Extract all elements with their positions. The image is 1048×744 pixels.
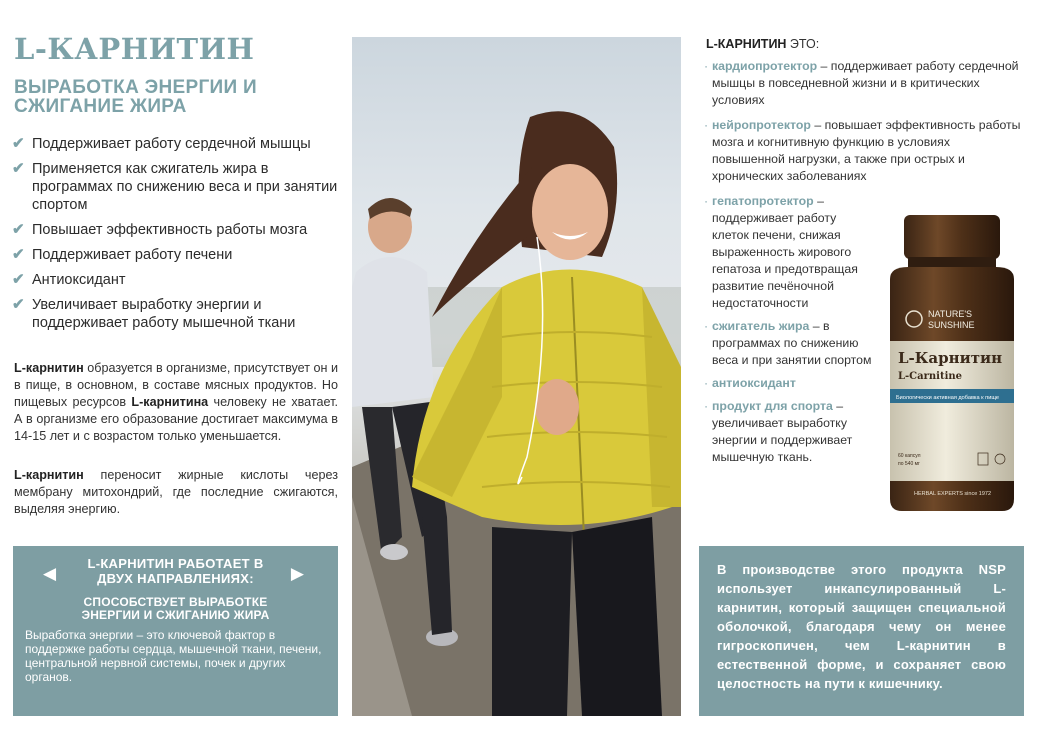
capsules-dose: по 540 мг: [898, 461, 920, 467]
arrow-left-icon: ◀: [43, 564, 57, 584]
brand-name-1: NATURE'S: [928, 309, 973, 319]
paragraph-function: L-карнитин переносит жирные кислоты через мембрану митохондрий, где последние сжигаются, выделяя энергию.: [14, 468, 338, 516]
bullet-icon: ·: [704, 376, 709, 390]
benefit-item: ✔ Применяется как сжигатель жира в программах по снижению веса и при занятии спортом: [12, 160, 338, 213]
bottle-cap: [904, 215, 1000, 259]
check-icon: ✔: [12, 271, 25, 288]
runners-photo: [352, 37, 681, 716]
directions-heading: L-КАРНИТИН РАБОТАЕТ В ДВУХ НАПРАВЛЕНИЯХ:: [87, 556, 264, 586]
property-item: · антиоксидант: [704, 376, 796, 390]
property-item: · гепатопротектор – поддерживает работу клеток печени, снижая выраженность жирового гепатоза и предотвращая развитие печёночной недостаточности: [704, 194, 858, 310]
encapsulation-box: В производстве этого продукта NSP использует инкапсулированный L-карнитин, который защищен специальной оболочкой, благодаря чему он менее гигроскопичен, чем L-карнитин в естественной форме, и сохраняет свою целостность на пути к кишечнику.: [699, 546, 1024, 716]
brand-name-2: SUNSHINE: [928, 320, 975, 330]
property-item: · нейропротектор – повышает эффективность работы мозга и когнитивную функцию в условиях повышенной нагрузки, а также при острых и хронических заболеваниях: [704, 118, 1021, 183]
directions-box: [13, 546, 338, 716]
check-icon: ✔: [12, 246, 25, 263]
page-subtitle: ВЫРАБОТКА ЭНЕРГИИ И СЖИГАНИЕ ЖИРА: [14, 77, 257, 117]
check-icon: ✔: [12, 135, 25, 152]
benefit-item: ✔ Поддерживает работу печени: [12, 246, 233, 263]
bullet-icon: ·: [704, 194, 709, 208]
runners-illustration: [352, 37, 681, 716]
directions-subheading: СПОСОБСТВУЕТ ВЫРАБОТКЕ ЭНЕРГИИ И СЖИГАНИЮ ЖИРА: [81, 595, 270, 622]
benefit-item: ✔ Увеличивает выработку энергии и поддерживает работу мышечной ткани: [12, 296, 296, 331]
product-name-en: L-Carnitine: [898, 371, 963, 382]
capsules-count: 60 капсул: [898, 453, 921, 459]
bullet-icon: ·: [704, 319, 709, 333]
property-item: · сжигатель жира – в программах по снижению веса и при занятии спортом: [704, 319, 872, 367]
properties-intro: L-КАРНИТИН ЭТО:: [706, 37, 820, 51]
bullet-icon: ·: [704, 59, 709, 73]
check-icon: ✔: [12, 221, 25, 238]
paragraph-origin: L-карнитин образуется в организме, присутствует он и в пище, в основном, в составе мясных продуктов. Но пищевых ресурсов L-карнитина человеку не хватает. А в организме его образование достигает максимума в 14-15 лет и с возрастом только уменьшается.: [14, 361, 338, 443]
bottle-footer: HERBAL EXPERTS since 1972: [914, 491, 992, 497]
page-title: L-КАРНИТИН: [14, 32, 255, 66]
directions-text: Выработка энергии – это ключевой фактор в поддержке работы сердца, мышечной ткани, печени, центральной нервной системы, почек и других органов.: [25, 628, 322, 684]
label-band-text: Биологически активная добавка к пище: [896, 395, 999, 401]
bullet-icon: ·: [704, 118, 709, 132]
benefit-item: ✔ Повышает эффективность работы мозга: [12, 221, 308, 238]
arrow-right-icon: ▶: [290, 564, 304, 584]
check-icon: ✔: [12, 296, 25, 313]
product-name-ru: L-Карнитин: [898, 349, 1003, 367]
check-icon: ✔: [12, 160, 25, 177]
product-bottle: [878, 213, 1026, 513]
property-item: · кардиопротектор – поддерживает работу сердечной мышцы в повседневной жизни и в критических условиях: [704, 59, 1019, 107]
benefit-item: ✔ Поддерживает работу сердечной мышцы: [12, 135, 311, 152]
benefit-item: ✔ Антиоксидант: [12, 271, 126, 288]
benefits-list: [12, 135, 342, 339]
bullet-icon: ·: [704, 399, 709, 413]
property-item: · продукт для спорта – увеличивает выработку энергии и поддерживает мышечную ткань.: [704, 399, 853, 464]
